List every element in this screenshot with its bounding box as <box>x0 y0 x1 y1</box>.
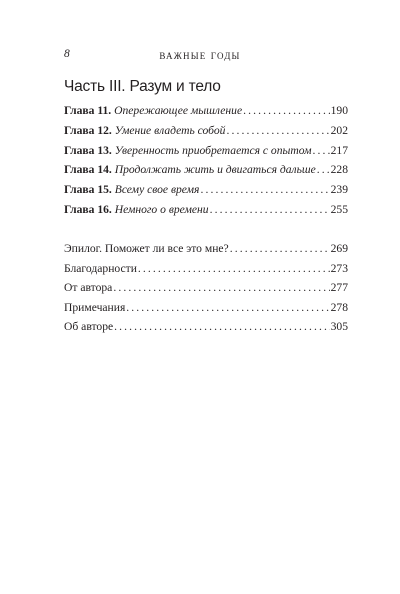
dot-leader <box>113 281 329 294</box>
toc-back-matter-list <box>64 242 348 340</box>
dot-leader <box>138 262 330 275</box>
chapter-title: Уверенность приобретается с опытом <box>114 143 312 157</box>
back-matter-title: Благодарности <box>64 261 137 275</box>
chapter-page: 217 <box>330 143 348 157</box>
chapter-label: Глава 14. <box>64 163 112 177</box>
running-head <box>64 48 336 62</box>
toc-entry <box>64 203 348 223</box>
chapter-title: Опережающее мышление <box>114 104 243 117</box>
back-matter-page: 269 <box>330 242 348 255</box>
back-matter-page: 278 <box>330 300 348 314</box>
toc-entry <box>64 124 348 144</box>
chapter-title: Умение владеть собой <box>114 123 226 137</box>
toc-entry <box>64 163 348 183</box>
chapter-label: Глава 11. <box>64 104 112 117</box>
toc-entry <box>64 183 348 203</box>
back-matter-page: 305 <box>330 320 348 334</box>
running-title: важные годы <box>159 48 241 62</box>
page-number: 8 <box>64 48 70 60</box>
back-matter-title: Об авторе <box>64 320 114 334</box>
chapter-label: Глава 15. <box>64 183 112 197</box>
toc-entry <box>64 281 348 301</box>
toc-entry <box>64 242 348 262</box>
dot-leader <box>226 124 329 137</box>
toc-entry <box>64 262 348 282</box>
chapter-title: Всему свое время <box>114 183 200 197</box>
chapter-page: 190 <box>330 104 348 117</box>
back-matter-title: Примечания <box>64 300 126 314</box>
dot-leader <box>210 203 330 216</box>
toc-chapter-list <box>64 104 348 223</box>
toc-entry <box>64 320 348 340</box>
chapter-page: 255 <box>330 202 348 216</box>
chapter-title: Немного о времени <box>114 202 209 216</box>
chapter-label: Глава 16. <box>64 202 112 216</box>
dot-leader <box>126 301 329 314</box>
chapter-page: 202 <box>330 123 348 137</box>
chapter-page: 239 <box>330 183 348 197</box>
back-matter-page: 277 <box>330 281 348 295</box>
dot-leader <box>317 163 330 176</box>
chapter-page: 228 <box>330 163 348 177</box>
dot-leader <box>200 183 329 196</box>
back-matter-title: От автора <box>64 281 113 295</box>
back-matter-page: 273 <box>330 261 348 275</box>
toc-entry <box>64 301 348 321</box>
toc-entry <box>64 104 348 124</box>
dot-leader <box>230 242 330 255</box>
dot-leader <box>313 144 330 157</box>
toc-entry <box>64 144 348 164</box>
part-heading: Часть III. Разум и тело <box>64 78 221 95</box>
chapter-label: Глава 12. <box>64 123 112 137</box>
back-matter-title: Эпилог. Поможет ли все это мне? <box>64 242 229 255</box>
chapter-label: Глава 13. <box>64 143 112 157</box>
dot-leader <box>114 320 329 333</box>
dot-leader <box>243 104 330 117</box>
chapter-title: Продолжать жить и двигаться дальше <box>114 163 316 177</box>
